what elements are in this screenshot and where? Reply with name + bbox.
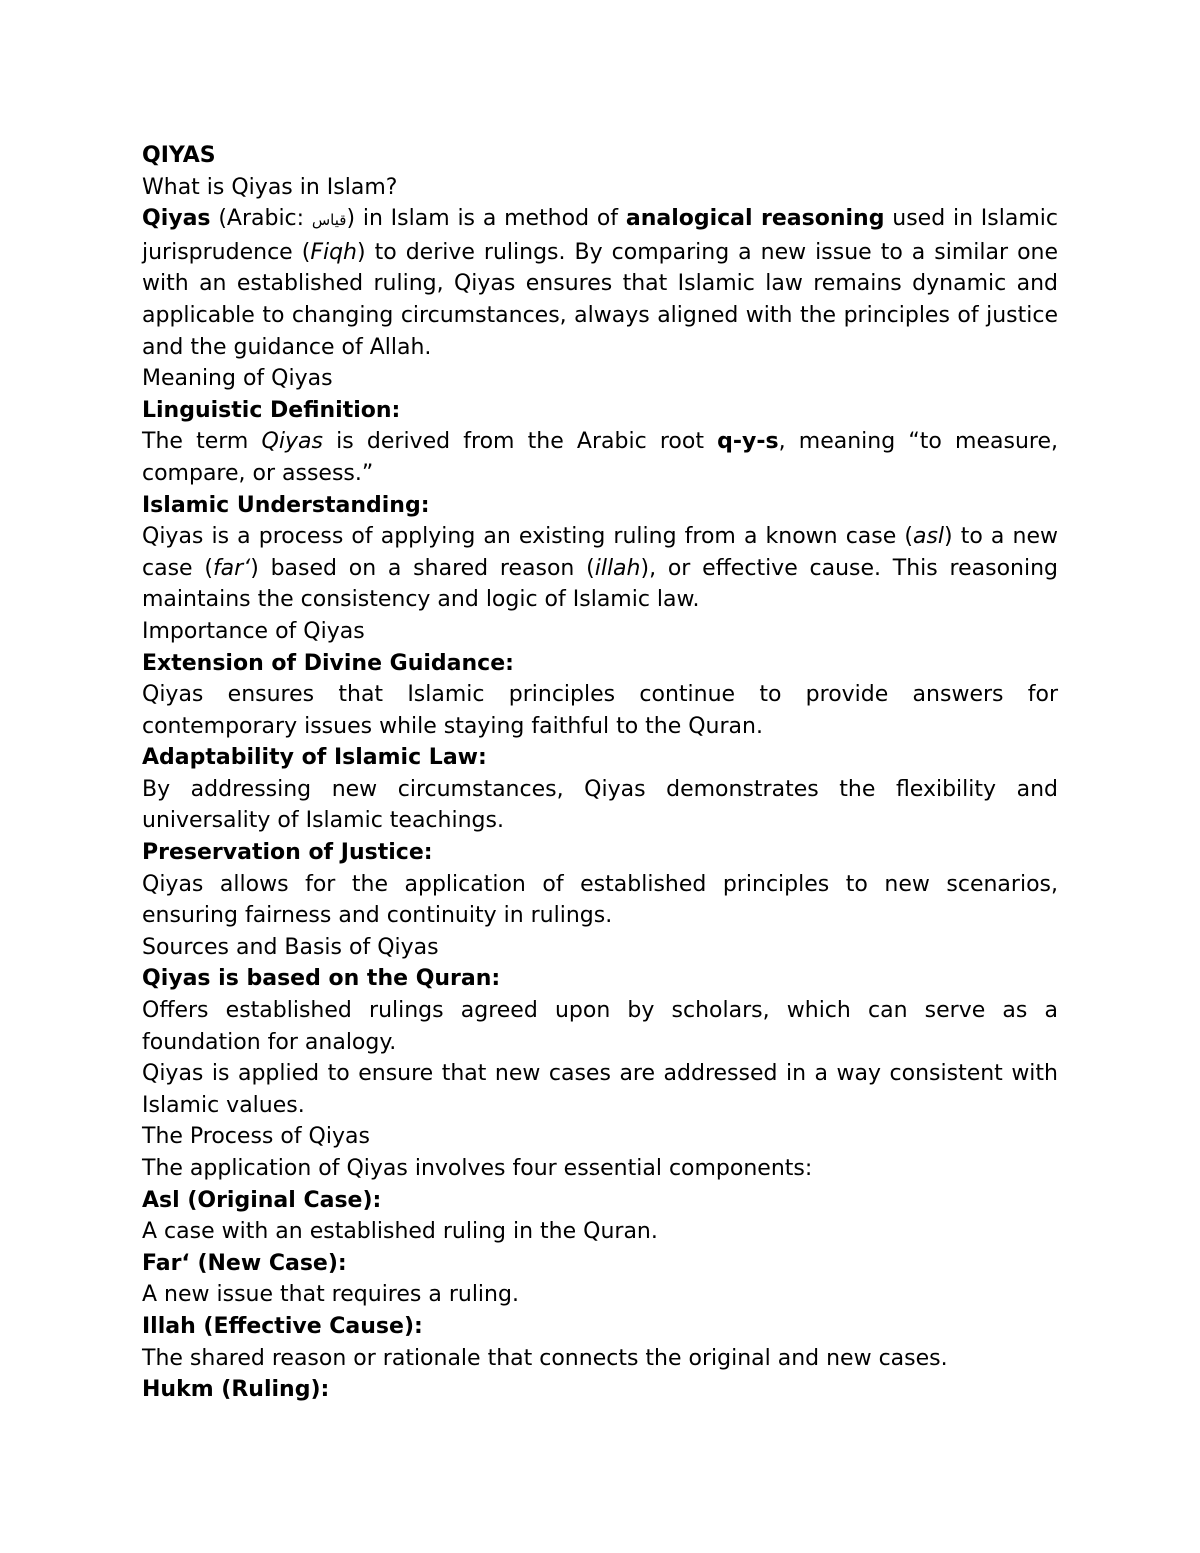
quran-basis-paragraph-2: Qiyas is applied to ensure that new cases are addressed in a way consistent with Islamic values. [142,1061,1058,1118]
document-title: QIYAS [142,143,216,168]
arabic-term: قياس [311,211,347,230]
asl-paragraph: A case with an established ruling in the Quran. [142,1219,658,1245]
asl-heading: Asl (Original Case): [142,1187,382,1213]
islamic-text-2: ) to a new case ( [142,524,1058,581]
adaptability-paragraph: By addressing new circumstances, Qiyas demonstrates the flexibility and universality of Islamic teachings. [142,776,1058,834]
extension-paragraph: Qiyas ensures that Islamic principles continue to provide answers for contemporary issues while staying faithful to the Quran. [142,682,1058,739]
illah-term: illah [594,555,641,581]
question-heading: What is Qiyas in Islam? [142,174,398,200]
far-term: far‘ [212,555,251,581]
intro-term: Qiyas [142,206,211,232]
linguistic-paragraph [142,426,1058,489]
linguistic-text-1: The term [142,429,262,455]
linguistic-text-3: , meaning “to measure, compare, or assess.” [142,429,1058,486]
extension-heading: Extension of Divine Guidance: [142,650,514,676]
islamic-text-1: Qiyas is a process of applying an existing ruling from a known case ( [142,524,913,550]
linguistic-heading: Linguistic Definition: [142,397,401,423]
linguistic-text-2: is derived from the Arabic root [322,429,718,455]
intro-text-3: used in Islamic jurisprudence ( [142,206,1058,265]
process-intro: The application of Qiyas involves four essential components: [142,1156,813,1181]
linguistic-term: Qiyas [261,429,323,455]
illah-paragraph: The shared reason or rationale that connects the original and new cases. [142,1345,948,1371]
quran-basis-heading: Qiyas is based on the Quran: [142,966,501,992]
justice-heading: Preservation of Justice: [142,840,433,866]
intro-text-1: (Arabic: [210,206,312,232]
adaptability-heading: Adaptability of Islamic Law: [142,745,487,771]
islamic-heading: Islamic Understanding: [142,492,430,518]
intro-text-4: ) to derive rulings. By comparing a new issue to a similar one with an established ruling, Qiyas ensures that Islamic law remains dynamic and applicable to changing circumstances, always aligned with the principles of justice and the guidance of Allah. [142,239,1059,360]
quran-basis-paragraph-1: Offers established rulings agreed upon by scholars, which can serve as a foundation for analogy. [142,998,1058,1055]
far-paragraph: A new issue that requires a ruling. [142,1282,519,1308]
illah-heading: Illah (Effective Cause): [142,1313,423,1339]
intro-text-2: ) in Islam is a method of [346,206,626,232]
document-page [142,140,1058,1406]
islamic-text-3: ) based on a shared reason ( [250,555,595,581]
section-heading-meaning: Meaning of Qiyas [142,366,333,392]
islamic-text-4: ), or effective cause. This reasoning maintains the consistency and logic of Islamic law. [142,555,1058,613]
section-heading-process: The Process of Qiyas [142,1124,370,1150]
fiqh-term: Fiqh [310,239,357,265]
section-heading-sources: Sources and Basis of Qiyas [142,934,439,960]
asl-term: asl [912,524,945,550]
far-heading: Far‘ (New Case): [142,1250,347,1276]
intro-bold-phrase: analogical reasoning [625,206,885,232]
intro-paragraph [142,203,1058,363]
linguistic-root: q-y-s [717,429,779,455]
justice-paragraph: Qiyas allows for the application of established principles to new scenarios, ensuring fairness and continuity in rulings. [142,871,1058,929]
hukm-heading: Hukm (Ruling): [142,1377,330,1403]
section-heading-importance: Importance of Qiyas [142,618,365,644]
islamic-paragraph [142,521,1058,616]
